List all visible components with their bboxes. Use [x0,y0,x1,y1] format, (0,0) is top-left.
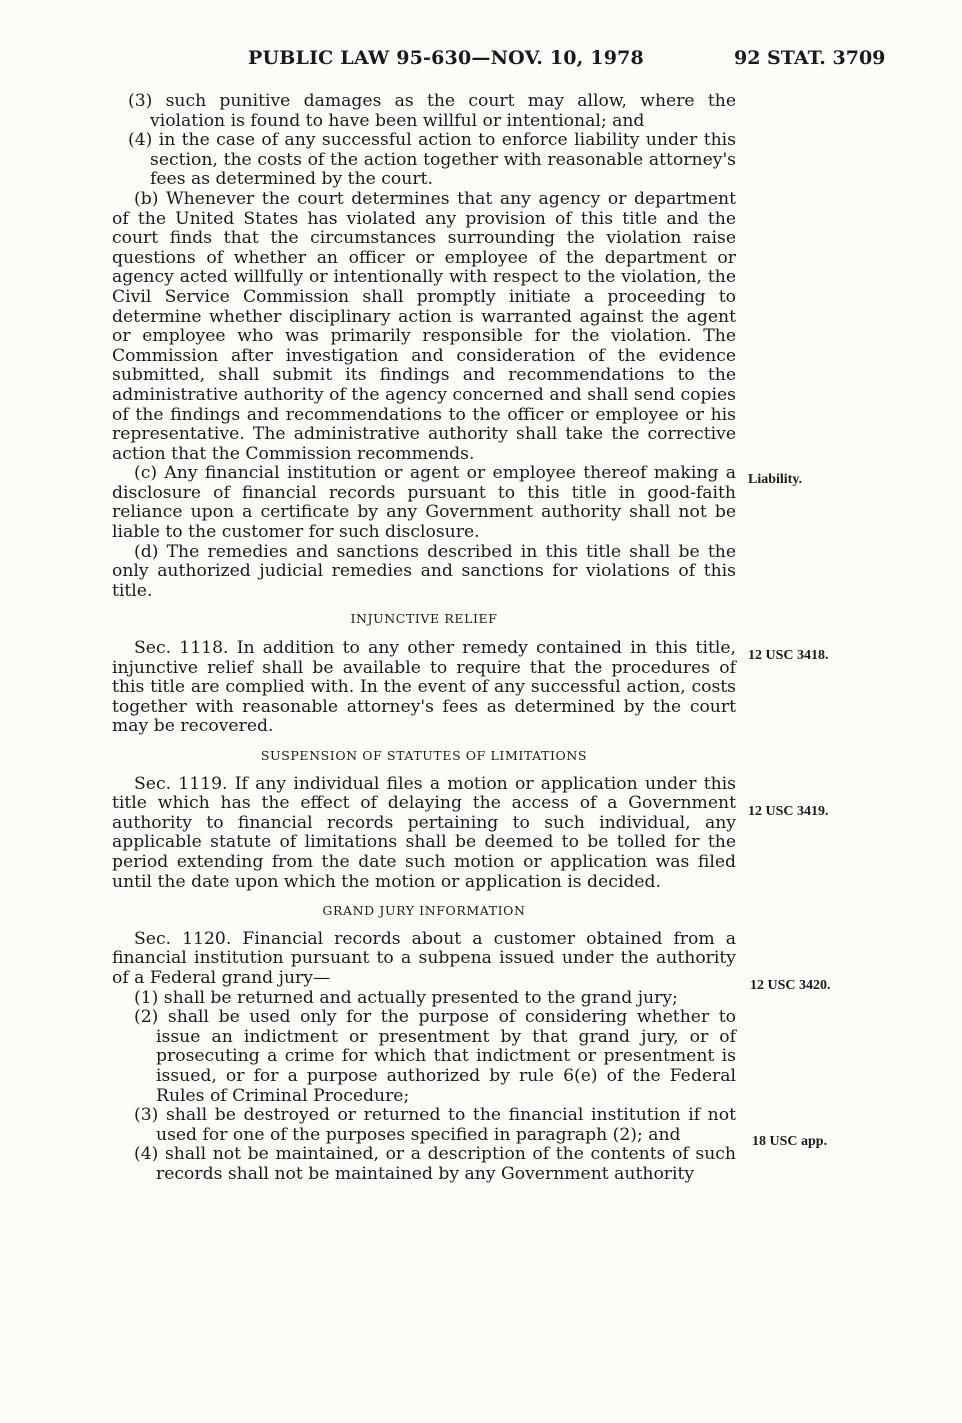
paragraph-gj3: (3) shall be destroyed or returned to the financial institution if not used for one of the purposes specified in paragraph (2); and [134,1105,736,1145]
page-header-title: PUBLIC LAW 95-630—NOV. 10, 1978 [248,47,644,69]
heading-grand-jury-information: GRAND JURY INFORMATION [322,903,526,919]
page-header-stat: 92 STAT. 3709 [734,47,886,69]
section-1119: Sec. 1119. If any individual files a motion or application under this title which has the effect of delaying the access of a Government authority to financial records pertaining to such individual, any applicable statute of limitations shall be deemed to be tolled for the period extending from the date such motion or application was filed until the date upon which the motion or application is decided. [112,773,736,892]
paragraph-c: (c) Any financial institution or agent or employee thereof making a disclosure of financial records pursuant to this title in good-faith reliance upon a certificate by any Government authority shall not be liable to the customer for such disclosure. [112,463,736,543]
paragraph-gj4: (4) shall not be maintained, or a description of the contents of such records shall not be maintained by any Government authority [134,1144,736,1184]
paragraph-gj1: (1) shall be returned and actually presented to the grand jury; [134,987,678,1008]
margin-note-12-usc-3419: 12 USC 3419. [748,804,829,819]
section-1120: Sec. 1120. Financial records about a customer obtained from a financial institution pursuant to a subpena issued under the authority of a Federal grand jury— [112,928,736,988]
heading-injunctive-relief: INJUNCTIVE RELIEF [350,611,498,627]
paragraph-a4: (4) in the case of any successful action to enforce liability under this section, the costs of the action together with reasonable attorney's fees as determined by the court. [128,130,736,190]
margin-note-18-usc-app: 18 USC app. [752,1134,828,1149]
paragraph-b: (b) Whenever the court determines that any agency or department of the United States has violated any provision of this title and the court finds that the circumstances surrounding the violation raise questions of whether an officer or employee of the department or agency acted willfully or intentionally with respect to the violation, the Civil Service Commission shall promptly initiate a proceeding to determine whether disciplinary action is warranted against the agent or employee who was primarily responsible for the violation. The Commission after investigation and consideration of the evidence submitted, shall submit its findings and recommendations to the administrative authority of the agency concerned and shall send copies of the findings and recommendations to the officer or employee or his representative. The administrative authority shall take the corrective action that the Commission recommends. [112,188,736,464]
paragraph-a3: (3) such punitive damages as the court may allow, where the violation is found to have been willful or intentional; and [128,91,736,131]
paragraph-gj2: (2) shall be used only for the purpose of considering whether to issue an indictment or presentment by that grand jury, or of prosecuting a crime for which that indictment or presentment is issued, or for a purpose authorized by rule 6(e) of the Federal Rules of Criminal Procedure; [134,1007,736,1106]
margin-note-12-usc-3418: 12 USC 3418. [748,648,829,663]
margin-note-12-usc-3420: 12 USC 3420. [750,978,831,993]
document-body [112,92,736,1184]
heading-suspension-of-statutes: SUSPENSION OF STATUTES OF LIMITATIONS [260,748,588,763]
section-1118: Sec. 1118. In addition to any other remedy contained in this title, injunctive relief shall be available to require that the procedures of this title are complied with. In the event of any successful action, costs together with reasonable attorney's fees as determined by the court may be recovered. [112,638,736,737]
margin-note-liability: Liability. [748,472,803,487]
paragraph-d: (d) The remedies and sanctions described in this title shall be the only authorized judicial remedies and sanctions for violations of this title. [112,541,736,601]
